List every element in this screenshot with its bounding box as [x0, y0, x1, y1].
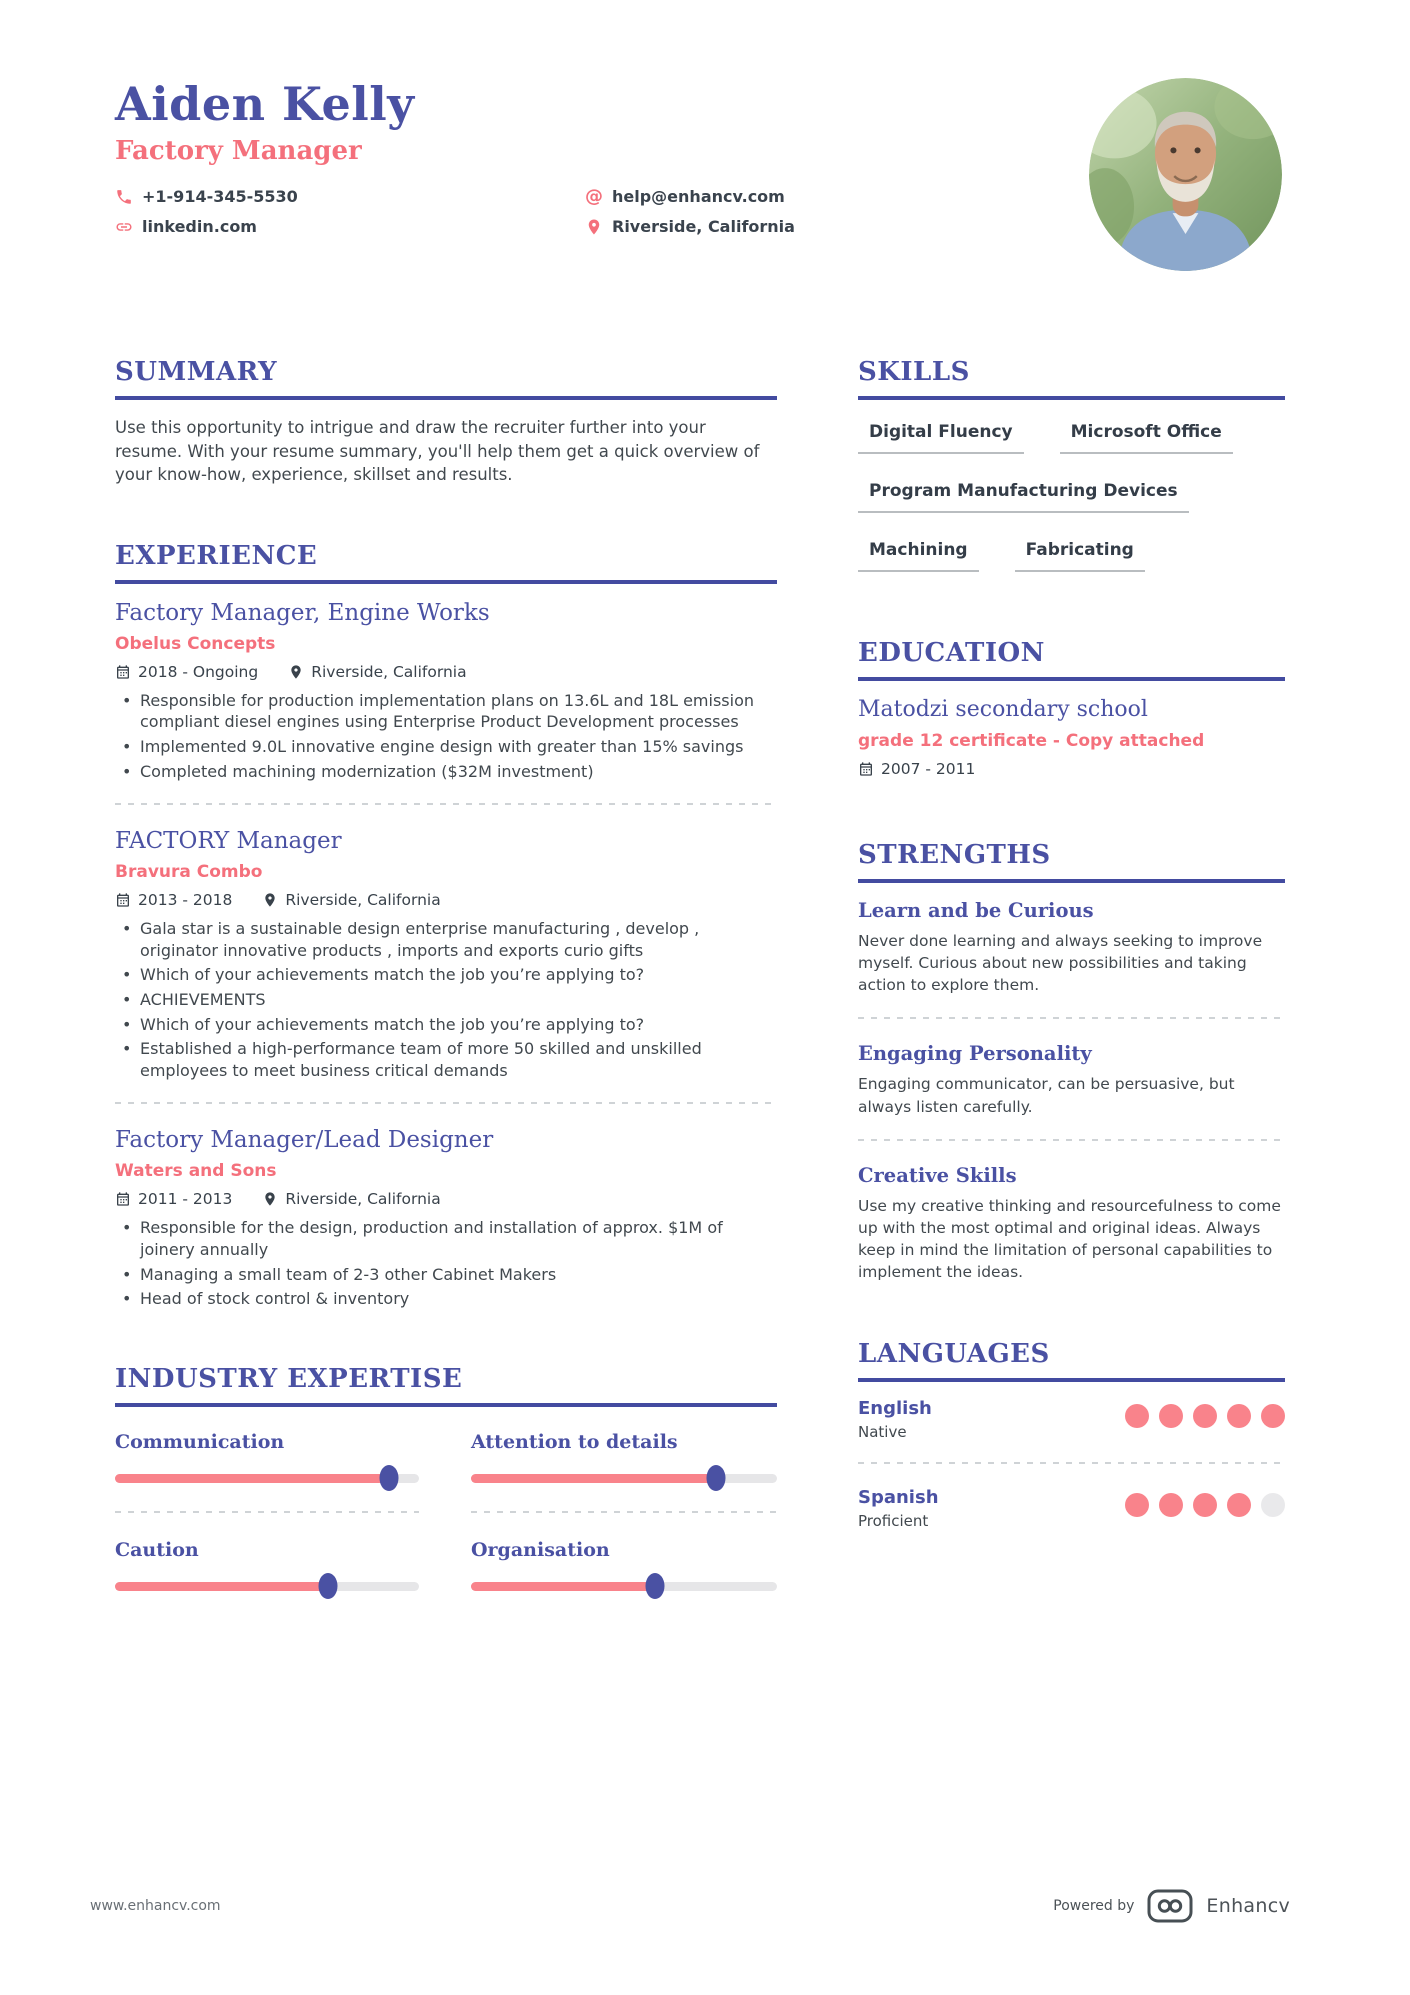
phone-icon	[115, 188, 133, 206]
job-location-text: Riverside, California	[285, 891, 441, 910]
contact-email-text: help@enhancv.com	[612, 187, 785, 207]
divider	[115, 1102, 777, 1104]
rating-dot	[1193, 1404, 1217, 1428]
job-location	[288, 663, 466, 681]
contact-list	[115, 186, 795, 236]
job-meta	[115, 891, 777, 909]
calendar-icon	[115, 892, 131, 908]
job-company: Obelus Concepts	[115, 633, 276, 654]
header	[0, 0, 1410, 271]
strength-title: Creative Skills	[858, 1163, 1017, 1187]
divider	[858, 1462, 1285, 1464]
rating-dot	[1159, 1493, 1183, 1517]
content-columns	[0, 357, 1410, 1595]
education-meta	[858, 760, 1285, 778]
expertise-item	[471, 1431, 777, 1513]
expertise-slider[interactable]	[115, 1582, 419, 1591]
expertise-label: Organisation	[471, 1538, 610, 1561]
contact-location-text: Riverside, California	[612, 217, 795, 237]
section-industry-expertise	[115, 1364, 777, 1595]
strength-text: Engaging communicator, can be persuasive, but always listen carefully.	[858, 1075, 1235, 1116]
calendar-icon	[115, 664, 131, 680]
skill-tag: Program Manufacturing Devices	[858, 481, 1189, 513]
slider-fill	[115, 1474, 389, 1483]
rating-dot	[1227, 1404, 1251, 1428]
slider-fill	[471, 1474, 716, 1483]
job-entry	[115, 828, 777, 1081]
strength-text: Never done learning and always seeking to improve myself. Curious about new possibilities and taking action to explore them.	[858, 932, 1263, 995]
link-icon	[115, 218, 133, 236]
job-bullet: • Implemented 9.0L innovative engine design with greater than 15% savings	[115, 736, 777, 758]
skill-tag: Machining	[858, 540, 979, 572]
language-rating	[1125, 1493, 1285, 1517]
rating-dot	[1125, 1493, 1149, 1517]
contact-linkedin[interactable]	[115, 217, 585, 236]
expertise-item	[471, 1539, 777, 1595]
section-summary	[115, 357, 777, 487]
slider-fill	[115, 1582, 328, 1591]
expertise-slider[interactable]	[115, 1474, 419, 1483]
at-icon: @	[585, 186, 603, 208]
education-dates	[858, 760, 975, 778]
job-bullets	[115, 918, 777, 1081]
powered-by-label: Powered by	[1053, 1898, 1135, 1914]
job-bullet: • Established a high-performance team of more 50 skilled and unskilled employees to meet business critical demands	[115, 1038, 777, 1081]
language-name: Spanish	[858, 1487, 939, 1509]
job-dates	[115, 891, 232, 909]
language-level: Proficient	[858, 1512, 929, 1531]
section-experience	[115, 541, 777, 1310]
slider-fill	[471, 1582, 655, 1591]
slider-thumb[interactable]	[379, 1465, 398, 1491]
contact-location	[585, 217, 795, 236]
job-bullet: • Which of your achievements match the job you’re applying to?	[115, 1014, 777, 1036]
expertise-label: Attention to details	[471, 1430, 678, 1453]
slider-thumb[interactable]	[318, 1573, 337, 1599]
powered-by[interactable]	[1053, 1889, 1290, 1923]
language-name: English	[858, 1398, 932, 1420]
rating-dot	[1159, 1404, 1183, 1428]
rating-dot	[1193, 1493, 1217, 1517]
education-heading: EDUCATION	[858, 638, 1285, 681]
strengths-heading: STRENGTHS	[858, 840, 1285, 883]
right-column	[858, 357, 1285, 1595]
profile-photo-illustration	[1089, 78, 1282, 271]
divider	[858, 1139, 1285, 1141]
rating-dot	[1125, 1404, 1149, 1428]
divider	[115, 803, 777, 805]
expertise-item	[115, 1431, 419, 1513]
job-dates-text: 2018 - Ongoing	[138, 662, 259, 681]
divider	[858, 1017, 1285, 1019]
job-dates-text: 2013 - 2018	[138, 891, 233, 910]
education-school: Matodzi secondary school	[858, 697, 1148, 722]
job-bullet: • Which of your achievements match the job you’re applying to?	[115, 964, 777, 986]
person-title: Factory Manager	[115, 136, 362, 167]
left-column	[115, 357, 777, 1595]
job-meta	[115, 1190, 777, 1208]
contact-phone-text: +1-914-345-5530	[142, 187, 298, 207]
job-bullet: • Responsible for production implementation plans on 13.6L and 18L emission compliant diesel engines using Enterprise Product Development processes	[115, 690, 777, 733]
job-bullet: • Managing a small team of 2-3 other Cabinet Makers	[115, 1264, 777, 1286]
job-dates	[115, 663, 258, 681]
expertise-slider[interactable]	[471, 1582, 777, 1591]
profile-photo	[1089, 78, 1282, 271]
contact-phone[interactable]	[115, 186, 585, 207]
rating-dot	[1261, 1493, 1285, 1517]
strength-text: Use my creative thinking and resourcefulness to come up with the most optimal and original ideas. Always keep in mind the limitation of personal capabilities to implement the ideas.	[858, 1196, 1281, 1282]
section-languages	[858, 1339, 1285, 1530]
job-title: Factory Manager, Engine Works	[115, 599, 490, 626]
experience-heading: EXPERIENCE	[115, 541, 777, 584]
skill-tag: Microsoft Office	[1060, 422, 1233, 454]
languages-heading: LANGUAGES	[858, 1339, 1285, 1382]
skill-tag: Fabricating	[1015, 540, 1145, 572]
skill-tags	[858, 422, 1285, 572]
rating-dot	[1261, 1404, 1285, 1428]
job-dates	[115, 1190, 232, 1208]
education-degree: grade 12 certificate - Copy attached	[858, 731, 1205, 751]
section-skills	[858, 357, 1285, 572]
slider-thumb[interactable]	[645, 1573, 664, 1599]
expertise-label: Caution	[115, 1538, 199, 1561]
rating-dot	[1227, 1493, 1251, 1517]
contact-email[interactable]	[585, 186, 795, 207]
job-bullet: • ACHIEVEMENTS	[115, 989, 777, 1011]
language-item	[858, 1398, 1285, 1441]
footer	[90, 1889, 1290, 1923]
job-company: Waters and Sons	[115, 1161, 277, 1182]
strength-item	[858, 1042, 1285, 1117]
job-bullet: • Completed machining modernization ($32M investment)	[115, 761, 777, 783]
location-icon	[288, 664, 304, 680]
calendar-icon	[115, 1191, 131, 1207]
job-bullet: • Gala star is a sustainable design enterprise manufacturing , develop , originator innovative products , imports and exports curio gifts	[115, 918, 777, 961]
location-icon	[262, 892, 278, 908]
section-strengths	[858, 840, 1285, 1283]
strength-title: Learn and be Curious	[858, 899, 1094, 922]
job-entry	[115, 1127, 777, 1309]
education-dates-text: 2007 - 2011	[881, 760, 976, 778]
contact-linkedin-text: linkedin.com	[142, 217, 257, 237]
job-bullets	[115, 690, 777, 782]
job-location-text: Riverside, California	[285, 1190, 441, 1209]
section-education	[858, 638, 1285, 778]
strength-item	[858, 899, 1285, 996]
job-company: Bravura Combo	[115, 862, 263, 883]
language-rating	[1125, 1404, 1285, 1428]
job-bullet: • Responsible for the design, production and installation of approx. $1M of joinery annually	[115, 1217, 777, 1260]
skill-tag: Digital Fluency	[858, 422, 1024, 454]
language-info	[858, 1487, 939, 1530]
job-dates-text: 2011 - 2013	[138, 1190, 233, 1209]
expertise-slider[interactable]	[471, 1474, 777, 1483]
industry-expertise-heading: INDUSTRY EXPERTISE	[115, 1364, 777, 1407]
job-location-text: Riverside, California	[311, 662, 467, 681]
expertise-grid	[115, 1431, 777, 1595]
calendar-icon	[858, 761, 874, 777]
language-item	[858, 1487, 1285, 1530]
job-bullets	[115, 1217, 777, 1309]
person-name: Aiden Kelly	[115, 77, 415, 131]
strength-title: Engaging Personality	[858, 1042, 1092, 1066]
enhancv-wordmark: Enhancv	[1206, 1895, 1290, 1917]
job-meta	[115, 663, 777, 681]
job-title: Factory Manager/Lead Designer	[115, 1127, 494, 1154]
job-entry	[115, 600, 777, 782]
expertise-item	[115, 1539, 419, 1595]
language-info	[858, 1398, 932, 1441]
enhancv-logo-icon	[1147, 1889, 1193, 1923]
summary-heading: SUMMARY	[115, 357, 777, 400]
location-icon	[262, 1191, 278, 1207]
strength-item	[858, 1164, 1285, 1284]
skills-heading: SKILLS	[858, 357, 1285, 400]
location-icon	[585, 218, 603, 236]
summary-text: Use this opportunity to intrigue and draw the recruiter further into your resume. With your resume summary, you'll help them get a quick overview of your know-how, experience, skillset and results.	[115, 418, 760, 485]
job-bullet: • Head of stock control & inventory	[115, 1288, 777, 1310]
expertise-label: Communication	[115, 1430, 285, 1453]
job-location	[262, 891, 440, 909]
job-title: FACTORY Manager	[115, 828, 342, 855]
job-location	[262, 1190, 440, 1208]
footer-url[interactable]: www.enhancv.com	[90, 1898, 221, 1914]
language-level: Native	[858, 1423, 907, 1442]
slider-thumb[interactable]	[706, 1465, 725, 1491]
header-text	[115, 77, 795, 237]
